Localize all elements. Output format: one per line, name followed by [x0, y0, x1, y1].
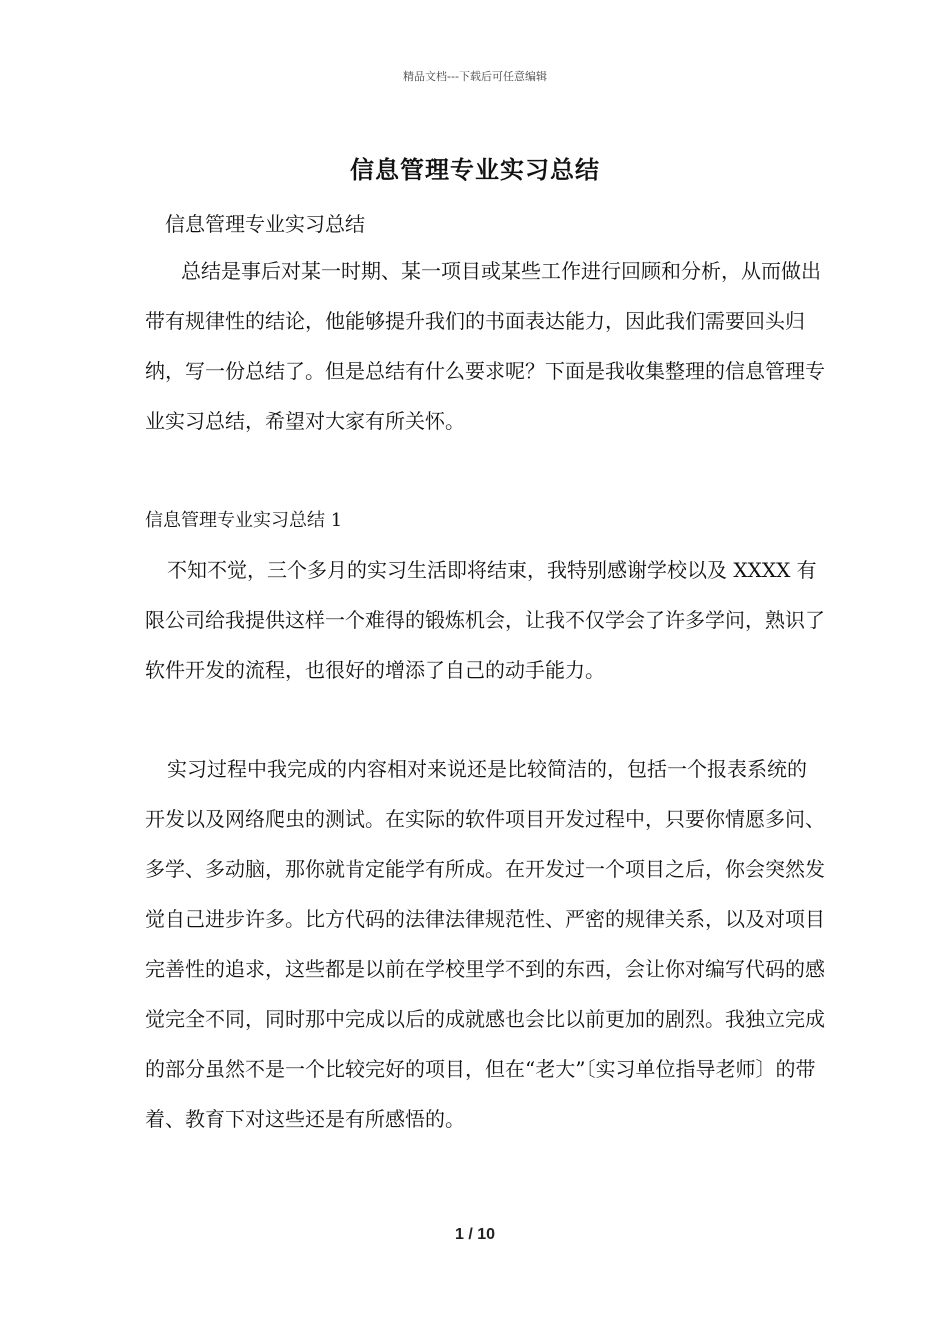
body-paragraph-2: 实习过程中我完成的内容相对来说还是比较简洁的，包括一个报表系统的开发以及网络爬虫的测试。在实际的软件项目开发过程中，只要你情愿多问、多学、多动脑，那你就肯定能学有所成。在开发过一个项目之后，你会突然发觉自己进步许多。比方代码的法律法律规范性、严密的规律关系，以及对项目完善性的追求，这些都是以前在学校里学不到的东西，会让你对编写代码的感觉完全不同，同时那中完成以后的成就感也会比以前更加的剧烈。我独立完成的部分虽然不是一个比较完好的项目，但在“老大”〔实习单位指导老师〕的带着、教育下对这些还是有所感悟的。 — [145, 757, 825, 1131]
document-title: 信息管理专业实习总结 — [350, 155, 600, 184]
intro-paragraph: 总结是事后对某一时期、某一项目或某些工作进行回顾和分析，从而做出带有规律性的结论，他能够提升我们的书面表达能力，因此我们需要回头归纳，写一份总结了。但是总结有什么要求呢？下面是我收集整理的信息管理专业实习总结，希望对大家有所关怀。 — [145, 259, 825, 433]
document-subtitle: 信息管理专业实习总结 — [165, 212, 365, 236]
body-paragraph-1: 不知不觉，三个多月的实习生活即将结束，我特别感谢学校以及 XXXX 有限公司给我提供这样一个难得的锻炼机会，让我不仅学会了许多学问，熟识了软件开发的流程，也很好的增添了自己的动手能力。 — [145, 558, 825, 682]
section-heading: 信息管理专业实习总结 1 — [145, 510, 343, 531]
page-header: 精品文档---下载后可任意编辑 — [403, 70, 547, 83]
page-number: 1 / 10 — [454, 1226, 496, 1243]
